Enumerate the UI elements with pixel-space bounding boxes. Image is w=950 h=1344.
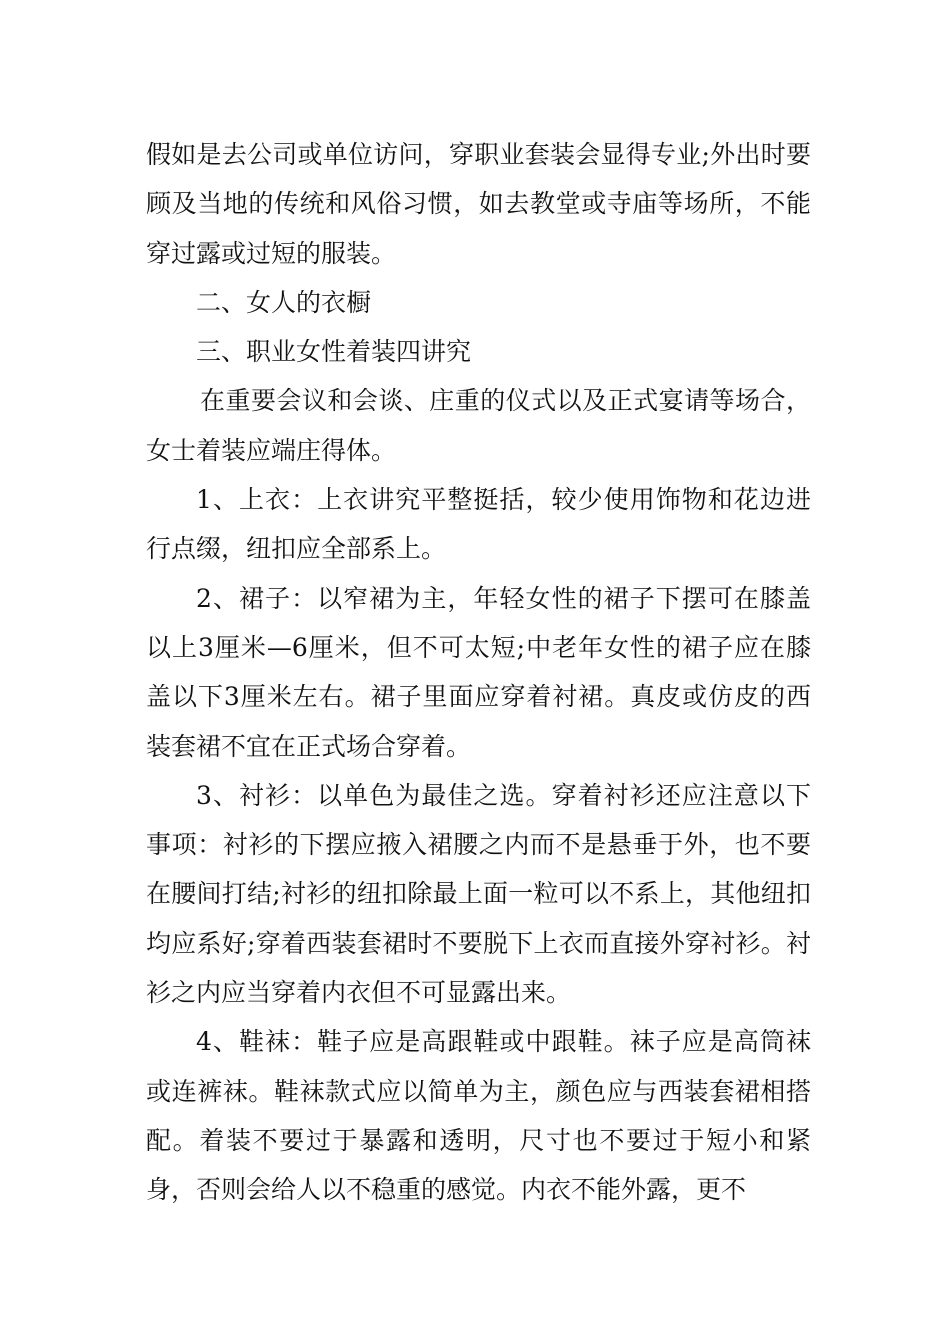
paragraph-skirt: 2、裙子：以窄裙为主，年轻女性的裙子下摆可在膝盖以上3厘米—6厘米，但不可太短;中老年女性的裙子应在膝盖以下3厘米左右。裙子里面应穿着衬裙。真皮或仿皮的西装套裙不宜在正式场合穿着。: [146, 583, 811, 761]
paragraph-shirt: 3、衬衫：以单色为最佳之选。穿着衬衫还应注意以下事项：衬衫的下摆应掖入裙腰之内而不是悬垂于外，也不要在腰间打结;衬衫的纽扣除最上面一粒可以不系上，其他纽扣均应系好;穿着西装套裙时不要脱下上衣而直接外穿衬衫。衬衫之内应当穿着内衣但不可显露出来。: [146, 780, 811, 1008]
heading-womens-wardrobe: 二、女人的衣橱: [196, 287, 372, 317]
heading-four-rules: 三、职业女性着装四讲究: [196, 337, 472, 367]
document-body: [146, 130, 811, 1215]
paragraph-formal-occasions: 在重要会议和会谈、庄重的仪式以及正式宴请等场合，女士着装应端庄得体。: [146, 386, 811, 465]
paragraph-visiting-attire: 假如是去公司或单位访问，穿职业套装会显得专业;外出时要顾及当地的传统和风俗习惯，如去教堂或寺庙等场所，不能穿过露或过短的服装。: [146, 140, 811, 268]
paragraph-jacket: 1、上衣：上衣讲究平整挺括，较少使用饰物和花边进行点缀，纽扣应全部系上。: [146, 485, 811, 564]
paragraph-shoes-socks: 4、鞋袜：鞋子应是高跟鞋或中跟鞋。袜子应是高筒袜或连裤袜。鞋袜款式应以简单为主，颜色应与西装套裙相搭配。着装不要过于暴露和透明，尺寸也不要过于短小和紧身，否则会给人以不稳重的感觉。内衣不能外露，更不: [146, 1027, 811, 1205]
